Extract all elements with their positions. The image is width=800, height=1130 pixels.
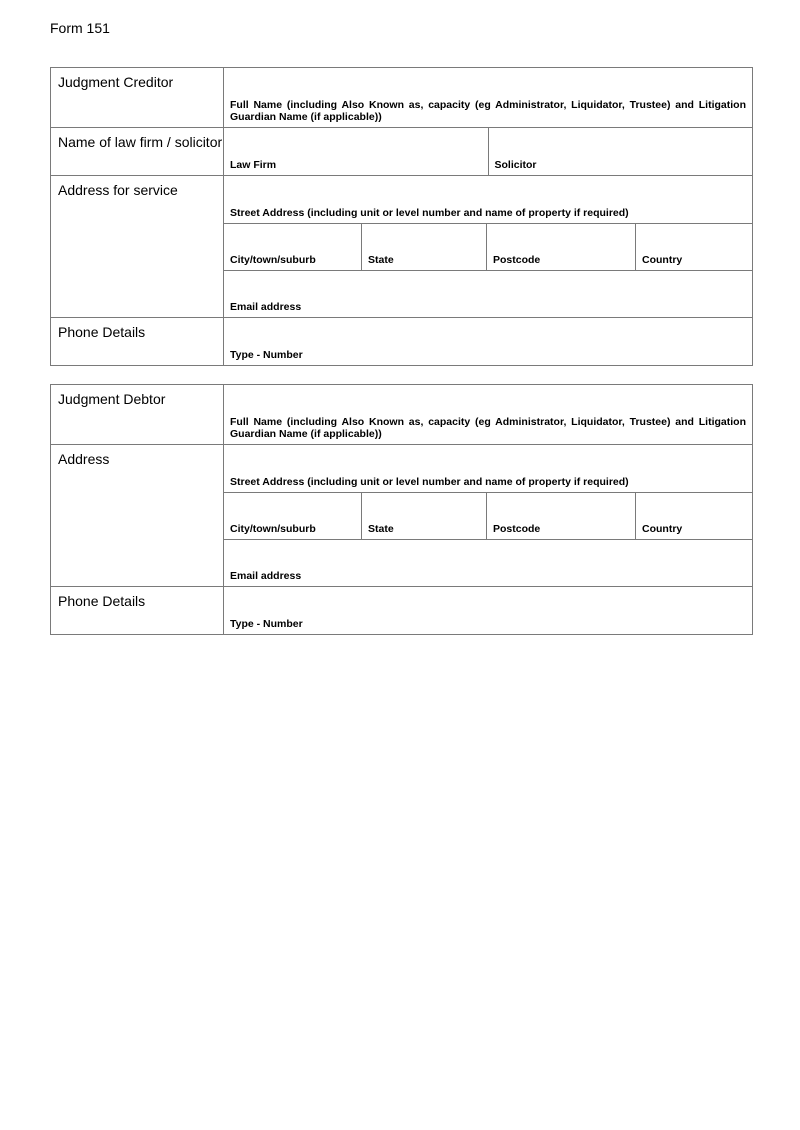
creditor-full-name-field[interactable] [224,68,752,127]
debtor-phone-field[interactable] [224,587,752,634]
debtor-country-caption: Country [642,523,683,535]
debtor-address-label: Address [51,445,224,586]
solicitor-field[interactable] [488,128,753,175]
creditor-law-firm-label: Name of law firm / solicitor [51,128,224,175]
debtor-street-field[interactable] [224,445,752,492]
creditor-phone-label: Phone Details [51,318,224,365]
creditor-postcode-field[interactable] [486,224,635,270]
debtor-full-name-field[interactable] [224,385,752,444]
creditor-law-firm-row [51,127,752,175]
solicitor-caption: Solicitor [494,159,537,171]
debtor-state-caption: State [368,523,394,535]
debtor-phone-label: Phone Details [51,587,224,634]
debtor-state-field[interactable] [361,493,486,539]
creditor-street-field[interactable] [224,176,752,223]
debtor-phone-caption: Type - Number [230,618,303,630]
creditor-state-caption: State [368,254,394,266]
debtor-postcode-caption: Postcode [493,523,541,535]
creditor-full-name-caption: Full Name (including Also Known as, capacity (eg Administrator, Liquidator, Trustee) and Litigation Guardian Name (if applicable)) [230,99,746,123]
debtor-street-caption: Street Address (including unit or level number and name of property if required) [230,476,629,488]
creditor-state-field[interactable] [361,224,486,270]
creditor-city-field[interactable] [224,224,361,270]
debtor-section [50,384,753,635]
creditor-heading: Judgment Creditor [51,68,224,127]
debtor-name-row [51,385,752,444]
debtor-email-field[interactable] [224,540,752,586]
creditor-country-field[interactable] [635,224,752,270]
creditor-country-caption: Country [642,254,683,266]
creditor-email-caption: Email address [230,301,302,313]
debtor-city-caption: City/town/suburb [230,523,316,535]
creditor-city-caption: City/town/suburb [230,254,316,266]
creditor-email-field[interactable] [224,271,752,317]
law-firm-caption: Law Firm [230,159,277,171]
creditor-street-caption: Street Address (including unit or level number and name of property if required) [230,207,629,219]
debtor-full-name-caption: Full Name (including Also Known as, capacity (eg Administrator, Liquidator, Trustee) and Litigation Guardian Name (if applicable)) [230,416,746,440]
debtor-heading: Judgment Debtor [51,385,224,444]
debtor-city-field[interactable] [224,493,361,539]
creditor-name-row [51,68,752,127]
creditor-address-label: Address for service [51,176,224,317]
law-firm-field[interactable] [224,128,488,175]
creditor-address-row [51,175,752,317]
creditor-section [50,67,753,366]
form-title: Form 151 [50,20,110,36]
creditor-postcode-caption: Postcode [493,254,541,266]
debtor-phone-row [51,586,752,634]
creditor-phone-field[interactable] [224,318,752,365]
debtor-address-row [51,444,752,586]
debtor-country-field[interactable] [635,493,752,539]
debtor-email-caption: Email address [230,570,302,582]
creditor-phone-row [51,317,752,365]
creditor-phone-caption: Type - Number [230,349,303,361]
debtor-postcode-field[interactable] [486,493,635,539]
